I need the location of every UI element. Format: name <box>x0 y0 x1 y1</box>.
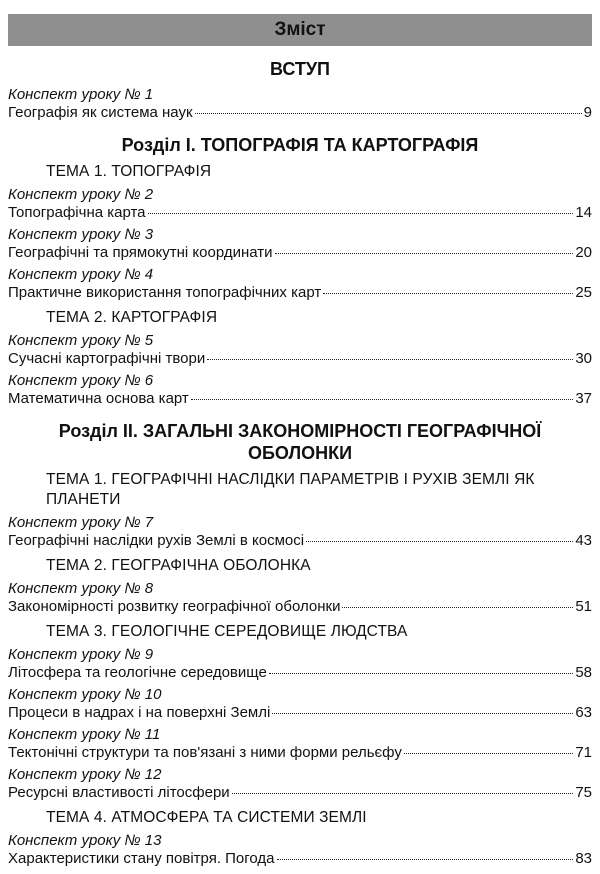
lesson-label: Конспект уроку № 13 <box>8 832 162 849</box>
dot-leader <box>277 859 574 860</box>
entry-page: 9 <box>583 104 592 121</box>
lesson-label: Конспект уроку № 2 <box>8 186 154 203</box>
entry-title: Характеристики стану повітря. Погода <box>8 850 275 867</box>
toc-entry[interactable] <box>8 580 592 616</box>
lesson-label: Конспект уроку № 9 <box>8 646 154 663</box>
toc-entry[interactable] <box>8 514 592 550</box>
section-title: Розділ І. ТОПОГРАФІЯ ТА КАРТОГРАФІЯ <box>121 135 479 155</box>
dot-leader <box>342 607 573 608</box>
entry-page: 30 <box>575 350 592 367</box>
entry-page: 14 <box>575 204 592 221</box>
toc-entry-line <box>8 532 592 550</box>
dot-leader <box>275 253 574 254</box>
toc-entry-line <box>8 850 592 868</box>
contents-title: Зміст <box>274 19 326 40</box>
contents-header <box>8 14 592 46</box>
dot-leader <box>269 673 574 674</box>
dot-leader <box>272 713 573 714</box>
dot-leader <box>323 293 573 294</box>
toc-entry-line <box>8 704 592 722</box>
entry-page: 71 <box>575 744 592 761</box>
lesson-label: Конспект уроку № 5 <box>8 332 154 349</box>
entry-title: Процеси в надрах і на поверхні Землі <box>8 704 271 721</box>
lesson-label: Конспект уроку № 3 <box>8 226 154 243</box>
topic-title: ТЕМА 2. ГЕОГРАФІЧНА ОБОЛОНКА <box>46 557 311 574</box>
entry-page: 37 <box>575 390 592 407</box>
section-title: Розділ ІІ. ЗАГАЛЬНІ ЗАКОНОМІРНОСТІ ГЕОГРАФІЧНОЇ ОБОЛОНКИ <box>58 421 542 463</box>
toc-entry-intro[interactable] <box>8 86 592 122</box>
toc-entry-line <box>8 284 592 302</box>
toc-entry-line <box>8 598 592 616</box>
toc-entry-line <box>8 664 592 682</box>
toc-entry[interactable] <box>8 226 592 262</box>
topic-title: ТЕМА 3. ГЕОЛОГІЧНЕ СЕРЕДОВИЩЕ ЛЮДСТВА <box>46 623 408 640</box>
toc-entry-line <box>8 350 592 368</box>
toc-entry[interactable] <box>8 832 592 868</box>
toc-entry[interactable] <box>8 646 592 682</box>
entry-title: Географічні та прямокутні координати <box>8 244 273 261</box>
toc-entry[interactable] <box>8 332 592 368</box>
toc-entry-line <box>8 204 592 222</box>
lesson-label: Конспект уроку № 1 <box>8 86 154 103</box>
lesson-label: Конспект уроку № 12 <box>8 766 162 783</box>
entry-title: Закономірності розвитку географічної оболонки <box>8 598 341 615</box>
dot-leader <box>191 399 574 400</box>
toc-entry-line <box>8 104 592 122</box>
entry-page: 75 <box>575 784 592 801</box>
entry-title: Географія як система наук <box>8 104 193 121</box>
dot-leader <box>148 213 574 214</box>
topic-title: ТЕМА 1. ГЕОГРАФІЧНІ НАСЛІДКИ ПАРАМЕТРІВ І РУХІВ ЗЕМЛІ ЯК ПЛАНЕТИ <box>46 471 535 508</box>
topic-title: ТЕМА 2. КАРТОГРАФІЯ <box>46 309 218 326</box>
toc-entry-line <box>8 390 592 408</box>
topic-title: ТЕМА 1. ТОПОГРАФІЯ <box>46 163 212 180</box>
toc-entry[interactable] <box>8 186 592 222</box>
toc-entry[interactable] <box>8 372 592 408</box>
intro-title: ВСТУП <box>270 59 330 79</box>
entry-title: Практичне використання топографічних карт <box>8 284 322 301</box>
entry-page: 43 <box>575 532 592 549</box>
toc-entry[interactable] <box>8 266 592 302</box>
entry-page: 25 <box>575 284 592 301</box>
entry-title: Сучасні картографічні твори <box>8 350 206 367</box>
dot-leader <box>207 359 573 360</box>
entry-title: Тектонічні структури та пов'язані з ними форми рельєфу <box>8 744 402 761</box>
toc-entry[interactable] <box>8 686 592 722</box>
lesson-label: Конспект уроку № 8 <box>8 580 154 597</box>
entry-page: 58 <box>575 664 592 681</box>
toc-entry[interactable] <box>8 766 592 802</box>
entry-page: 83 <box>575 850 592 867</box>
dot-leader <box>306 541 573 542</box>
entry-page: 51 <box>575 598 592 615</box>
lesson-label: Конспект уроку № 6 <box>8 372 154 389</box>
toc-entry-line <box>8 244 592 262</box>
toc-entry-line <box>8 744 592 762</box>
entry-page: 20 <box>575 244 592 261</box>
dot-leader <box>195 113 582 114</box>
entry-title: Географічні наслідки рухів Землі в космосі <box>8 532 305 549</box>
lesson-label: Конспект уроку № 11 <box>8 726 161 743</box>
entry-page: 63 <box>575 704 592 721</box>
dot-leader <box>232 793 574 794</box>
lesson-label: Конспект уроку № 10 <box>8 686 162 703</box>
entry-title: Літосфера та геологічне середовище <box>8 664 267 681</box>
lesson-label: Конспект уроку № 4 <box>8 266 154 283</box>
lesson-label: Конспект уроку № 7 <box>8 514 154 531</box>
entry-title: Математична основа карт <box>8 390 189 407</box>
table-of-contents <box>8 58 592 868</box>
toc-sections <box>8 122 592 868</box>
toc-entry[interactable] <box>8 726 592 762</box>
topic-title: ТЕМА 4. АТМОСФЕРА ТА СИСТЕМИ ЗЕМЛІ <box>46 809 367 826</box>
toc-entry-line <box>8 784 592 802</box>
dot-leader <box>404 753 573 754</box>
entry-title: Топографічна карта <box>8 204 146 221</box>
entry-title: Ресурсні властивості літосфери <box>8 784 230 801</box>
